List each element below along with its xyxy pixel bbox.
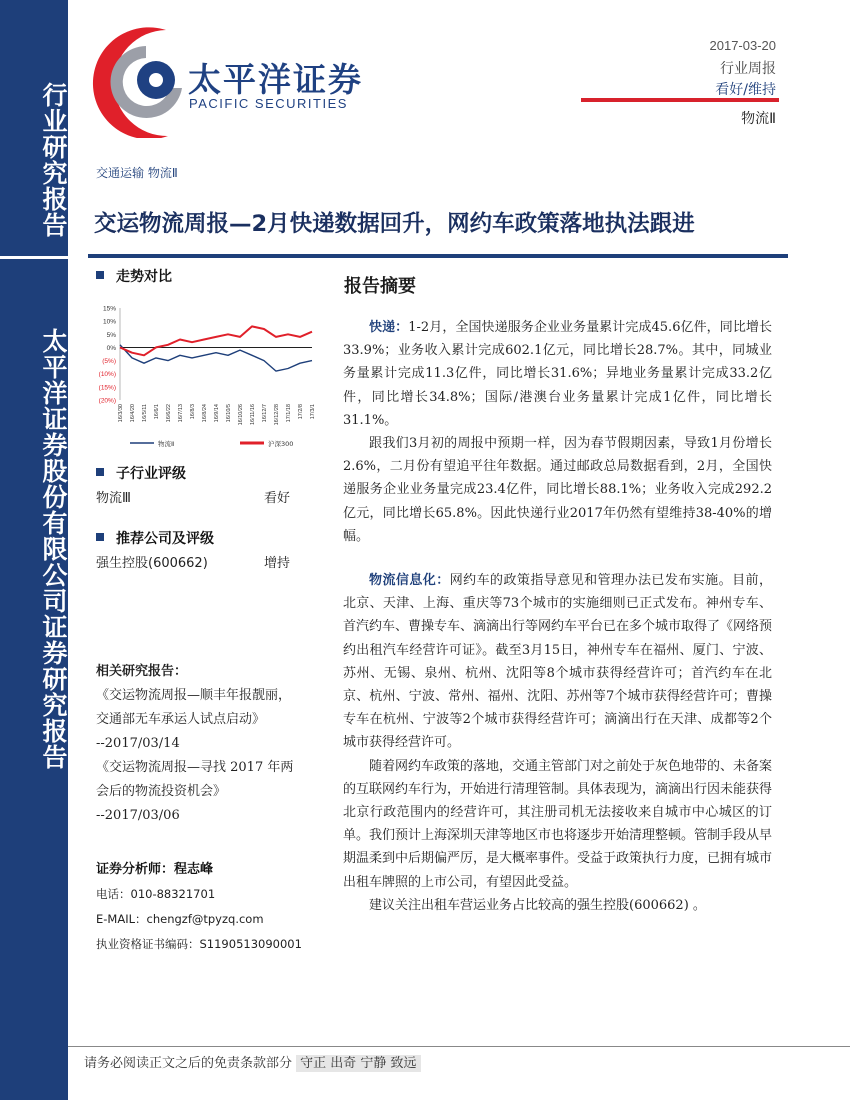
y-tick-label: 10% — [102, 318, 116, 326]
related-line: 会后的物流投资机会》 — [96, 784, 227, 799]
related-line: 《交运物流周报—顺丰年报靓丽， — [96, 688, 292, 703]
square-bullet-icon — [96, 271, 104, 279]
analyst-phone: 电话：010-88321701 — [96, 887, 216, 901]
sidebar-company: 太平洋证券股份有限公司证券研究报告 — [39, 328, 68, 770]
footer-disclaimer: 请务必阅读正文之后的免责条款部分 — [84, 1056, 293, 1071]
sub-rating-heading — [96, 463, 186, 483]
summary-paragraph: 跟我们3月初的周报中预期一样，因为春节假期因素，导致1月份增长2.6%，二月份有望追平往年数据。通过邮政总局数据看到，2月，全国快递服务企业业务量完成23.4亿件，同比增长88.1%；业务收入完成292.2亿元，同比增长65.8%。因此快递行业2017年仍然有望维持38-40%的增幅。 — [343, 436, 772, 544]
industry-name: 物流Ⅱ — [741, 111, 776, 127]
x-tick-label: 16/9/14 — [214, 404, 220, 423]
header-red-rule — [581, 98, 779, 102]
report-type: 行业周报 — [720, 61, 776, 77]
y-tick-label: 0% — [106, 344, 116, 352]
y-tick-label: 15% — [102, 305, 116, 313]
series-line-csi300 — [120, 326, 312, 355]
report-date: 2017-03-20 — [709, 38, 776, 53]
related-reports — [96, 660, 321, 828]
summary-paragraph: 随着网约车政策的落地，交通主管部门对之前处于灰色地带的、未备案的互联网约车行为，开始进行清理管制。具体表现为，滴滴出行因未能获得北京行政范围内的经营许可，其注册司机无法接收来自城市中心城区的订单。我们预计上海深圳天津等地区市也将逐步开始清理整顿。管制手段从早期温柔到中后期偏严厉，是大概率事件。受益于政策执行力度，已拥有城市出租车牌照的上市公司，有望因此受益。 — [343, 758, 773, 890]
left-sidebar — [0, 0, 68, 1100]
summary-body — [343, 316, 772, 917]
x-tick-label: 17/3/1 — [310, 404, 316, 420]
logo-center-dot — [149, 73, 163, 87]
related-line: --2017/03/14 — [96, 736, 180, 751]
footer-rule — [68, 1046, 850, 1047]
trend-heading — [96, 266, 172, 286]
logo-name-cn: 太平洋证券 — [188, 60, 363, 99]
summary-heading: 报告摘要 — [344, 276, 416, 297]
y-tick-label: (20%) — [98, 397, 116, 405]
x-tick-label: 16/4/20 — [130, 404, 136, 423]
x-tick-label: 16/12/28 — [274, 404, 280, 426]
square-bullet-icon — [96, 533, 104, 541]
sidebar-divider — [0, 256, 68, 259]
industry-rating: 看好/维持 — [715, 82, 776, 98]
legend-label: 沪深300 — [268, 440, 294, 448]
footer-motto: 守正 出奇 宁静 致远 — [296, 1055, 420, 1072]
recommend-rating: 增持 — [264, 556, 291, 571]
paragraph-text: 网约车的政策指导意见和管理办法已发布实施。目前，北京、天津、上海、重庆等73个城市的实施细则已正式发布。神州专车、首汽约车、曹操专车、滴滴出行等网约车平台已在多个城市取得了《网络预约出租汽车经营许可证》。截至3月15日，神州专车在福州、厦门、宁波、苏州、无锡、泉州、杭州、沈阳等8个城市获得经营许可；首汽约车在北京、杭州、宁波、常州、福州、沈阳、苏州等7个城市获得经营许可；曹操专车在杭州、宁波等2个城市获得经营许可；滴滴出行在天津、成都等2个城市获得经营许可。 — [343, 573, 773, 751]
recommend-heading-label: 推荐公司及评级 — [116, 531, 214, 547]
y-tick-label: 5% — [106, 331, 116, 339]
summary-paragraph — [343, 569, 772, 755]
paragraph-text: 1-2月，全国快递服务企业业务量累计完成45.6亿件，同比增长33.9%；业务收入累计完成602.1亿元，同比增长28.7%。其中，同城业务量累计完成11.3亿件，同比增长31.6%；异地业务量累计完成33.2亿件，同比增长34.8%；国际/港澳台业务量累计完成1亿件，同比增长31.1%。 — [343, 320, 772, 428]
x-tick-label: 16/12/7 — [262, 404, 268, 423]
y-tick-label: (5%) — [102, 358, 116, 366]
related-line: 交通部无车承运人试点启动》 — [96, 712, 266, 727]
summary-paragraph: 建议关注出租车营运业务占比较高的强生控股(600662) 。 — [369, 897, 706, 913]
analyst-name: 证券分析师：程志峰 — [96, 862, 214, 877]
x-tick-label: 16/11/16 — [250, 404, 256, 426]
related-line: 《交运物流周报—寻找 2017 年两 — [96, 760, 294, 775]
x-tick-label: 16/6/22 — [166, 404, 172, 423]
x-tick-label: 17/2/8 — [298, 404, 304, 420]
related-heading: 相关研究报告： — [96, 664, 188, 679]
logo-name-en: PACIFIC SECURITIES — [189, 96, 348, 111]
x-tick-label: 17/1/18 — [286, 404, 292, 423]
summary-paragraph — [343, 316, 772, 432]
title-rule — [88, 254, 788, 258]
sub-industry-name: 物流Ⅲ — [96, 491, 131, 506]
x-tick-label: 16/8/24 — [202, 404, 208, 423]
breadcrumb: 交通运输 物流Ⅱ — [96, 166, 178, 180]
x-tick-label: 16/3/30 — [118, 404, 124, 423]
analyst-license: 执业资格证书编码：S1190513090001 — [96, 937, 302, 951]
x-tick-label: 16/10/5 — [226, 404, 232, 423]
x-tick-label: 16/7/13 — [178, 404, 184, 423]
sidebar-report-kind: 行业研究报告 — [39, 82, 68, 238]
y-tick-label: (10%) — [98, 371, 116, 379]
recommend-heading — [96, 528, 214, 548]
paragraph-label: 快递： — [369, 320, 409, 335]
related-line: --2017/03/06 — [96, 808, 180, 823]
paragraph-label: 物流信息化： — [369, 573, 450, 589]
y-tick-label: (15%) — [98, 384, 116, 392]
trend-chart — [90, 296, 325, 456]
legend-label: 物流Ⅱ — [158, 440, 175, 448]
footer — [84, 1052, 421, 1071]
series-line-logistics — [120, 345, 312, 371]
x-tick-label: 16/10/26 — [238, 404, 244, 426]
analyst-email: E-MAIL：chengzf@tpyzq.com — [96, 912, 264, 926]
x-tick-label: 16/5/11 — [142, 404, 148, 422]
x-tick-label: 16/8/3 — [190, 404, 196, 420]
sub-rating-heading-label: 子行业评级 — [116, 466, 186, 482]
trend-heading-label: 走势对比 — [116, 269, 172, 285]
page-title: 交运物流周报—2月快递数据回升，网约车政策落地执法跟进 — [94, 211, 695, 237]
sub-industry-rating: 看好 — [264, 491, 291, 506]
square-bullet-icon — [96, 468, 104, 476]
recommend-company: 强生控股(600662) — [96, 556, 208, 571]
x-tick-label: 16/6/1 — [154, 404, 160, 420]
